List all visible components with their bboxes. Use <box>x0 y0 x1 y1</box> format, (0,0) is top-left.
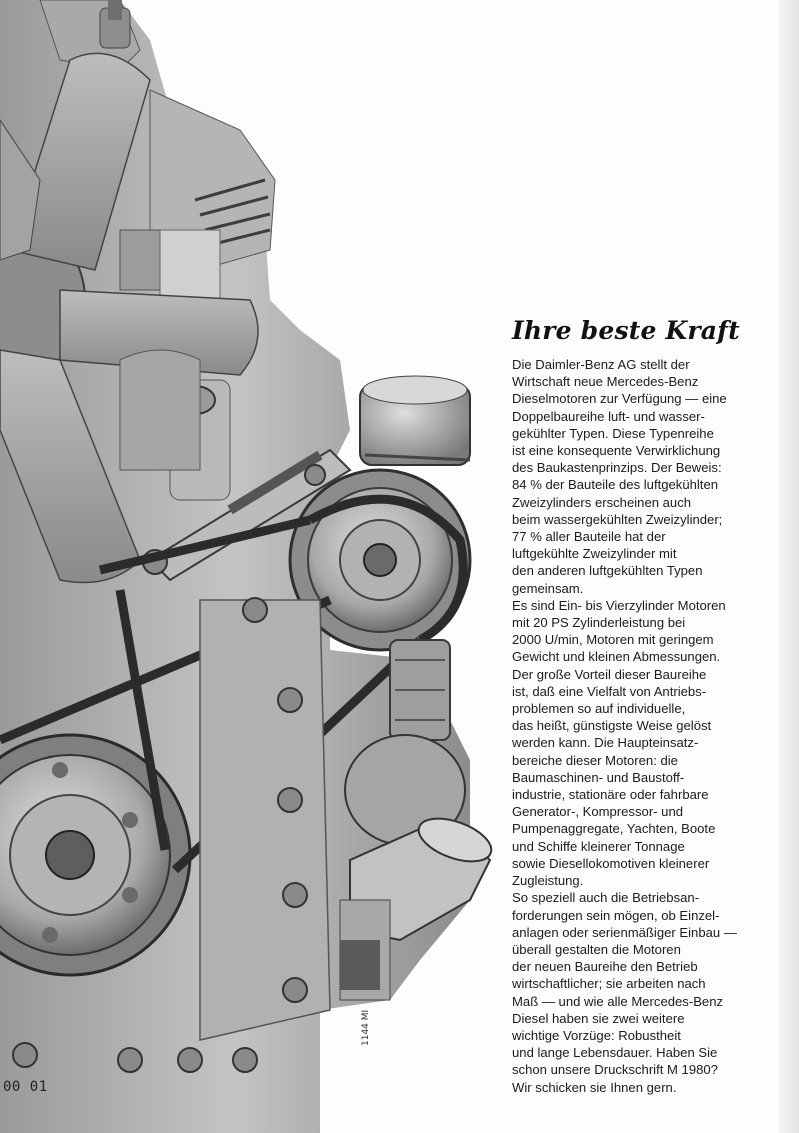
body-line: Gewicht und kleinen Abmessungen. <box>512 649 721 665</box>
body-line: bereiche dieser Motoren: die <box>512 752 678 768</box>
body-line: luftgekühlte Zweizylinder mit <box>512 546 677 562</box>
body-line: wirtschaftlicher; sie arbeiten nach <box>512 976 706 992</box>
body-line: Wir schicken sie Ihnen gern. <box>512 1079 677 1095</box>
page-edge-shadow <box>779 0 799 1133</box>
body-line: Pumpenaggregate, Yachten, Boote <box>512 821 716 837</box>
body-line: So speziell auch die Betriebsan- <box>512 890 700 906</box>
article-heading: Ihre beste Kraft <box>512 316 740 345</box>
body-line: Zugleistung. <box>512 873 584 889</box>
body-line: Der große Vorteil dieser Baureihe <box>512 666 707 682</box>
body-line: Die Daimler-Benz AG stellt der <box>512 357 690 372</box>
body-line: forderungen sein mögen, ob Einzel- <box>512 907 720 923</box>
body-line: gemeinsam. <box>512 580 584 596</box>
body-line: beim wassergekühlten Zweizylinder; <box>512 511 723 527</box>
body-line: Maß — und wie alle Mercedes-Benz <box>512 993 724 1009</box>
body-line: der neuen Baureihe den Betrieb <box>512 959 698 975</box>
body-line: ist eine konsequente Verwirklichung <box>512 443 721 459</box>
engine-plate-number: 00 01 <box>3 1079 48 1095</box>
body-line: Wirtschaft neue Mercedes-Benz <box>512 374 699 390</box>
body-line: schon unsere Druckschrift M 1980? <box>512 1062 718 1078</box>
body-line: 84 % der Bauteile des luftgekühlten <box>512 477 719 493</box>
body-line: ist, daß eine Vielfalt von Antriebs- <box>512 683 707 699</box>
body-line: wichtige Vorzüge: Robustheit <box>512 1027 681 1043</box>
body-line: und lange Lebensdauer. Haben Sie <box>512 1045 718 1061</box>
body-line: Baumaschinen- und Baustoff- <box>512 769 685 785</box>
body-line: und Schiffe kleinerer Tonnage <box>512 838 685 854</box>
body-line: Zweizylinders erscheinen auch <box>512 494 692 510</box>
body-line: mit 20 PS Zylinderleistung bei <box>512 615 686 631</box>
body-line: Es sind Ein- bis Vierzylinder Motoren <box>512 597 726 613</box>
body-line: problemen so auf individuelle, <box>512 701 686 717</box>
body-line: des Baukastenprinzips. Der Beweis: <box>512 460 722 476</box>
body-line: 77 % aller Bauteile hat der <box>512 529 666 545</box>
body-line: Diesel haben sie zwei weitere <box>512 1010 685 1026</box>
body-line: industrie, stationäre oder fahrbare <box>512 787 709 803</box>
body-line: 2000 U/min, Motoren mit geringem <box>512 632 714 648</box>
body-line: Doppelbaureihe luft- und wasser- <box>512 408 705 424</box>
body-line: anlagen oder serienmäßiger Einbau — <box>512 924 737 940</box>
body-line: gekühlter Typen. Diese Typenreihe <box>512 425 714 441</box>
article-body <box>512 356 770 1096</box>
body-line: Generator-, Kompressor- und <box>512 804 684 820</box>
photo-reference-code: 1144 MI <box>361 1009 371 1046</box>
body-line: den anderen luftgekühlten Typen <box>512 563 703 579</box>
body-line: werden kann. Die Haupteinsatz- <box>512 735 699 751</box>
body-line: überall gestalten die Motoren <box>512 941 681 957</box>
body-line: das heißt, günstigste Weise gelöst <box>512 718 712 734</box>
body-line: Dieselmotoren zur Verfügung — eine <box>512 391 727 407</box>
body-line: sowie Diesellokomotiven kleinerer <box>512 855 710 871</box>
